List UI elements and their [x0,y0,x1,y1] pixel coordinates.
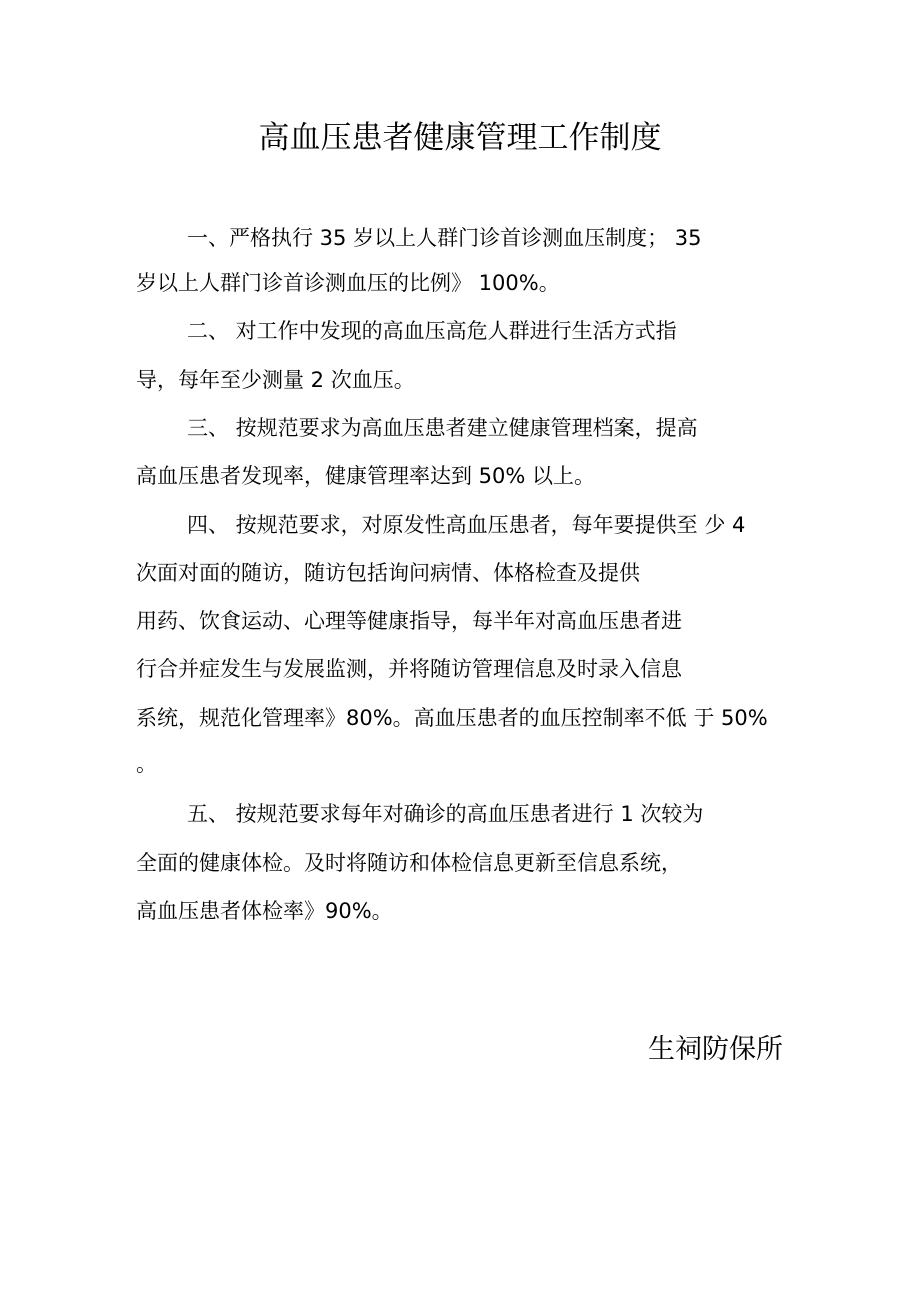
section-4-line-5: 系统，规范化管理率》80%。高血压患者的血压控制率不低 于 50% [136,706,768,730]
section-1-line-2: 岁以上人群门诊首诊测血压的比例》 100%。 [136,271,560,295]
section-4-line-3: 用药、饮食运动、心理等健康指导，每半年对高血压患者进 [136,609,682,633]
section-1-line-1: 一、严格执行 35 岁以上人群门诊首诊测血压制度； 35 [187,226,702,250]
section-4-line-6: 。 [136,752,157,776]
section-4-line-4: 行合并症发生与发展监测，并将随访管理信息及时录入信息 [136,657,682,681]
section-4-line-2: 次面对面的随访，随访包括询问病情、体格检查及提供 [136,561,640,585]
section-2-line-2: 导，每年至少测量 2 次血压。 [136,368,415,392]
section-5-line-2: 全面的健康体检。及时将随访和体检信息更新至信息系统， [136,851,682,875]
document-title: 高血压患者健康管理工作制度 [258,120,662,156]
section-5-line-1: 五、 按规范要求每年对确诊的高血压患者进行 1 次较为 [187,802,704,826]
section-3-line-2: 高血压患者发现率，健康管理率达到 50% 以上。 [136,464,596,488]
section-2-line-1: 二、 对工作中发现的高血压高危人群进行生活方式指 [187,319,677,343]
section-5-line-3: 高血压患者体检率》90%。 [136,899,393,923]
section-3-line-1: 三、 按规范要求为高血压患者建立健康管理档案，提高 [187,416,698,440]
section-4-line-1: 四、 按规范要求，对原发性高血压患者，每年要提供至 少 4 [187,513,746,537]
document-signature: 生祠防保所 [648,1034,783,1065]
